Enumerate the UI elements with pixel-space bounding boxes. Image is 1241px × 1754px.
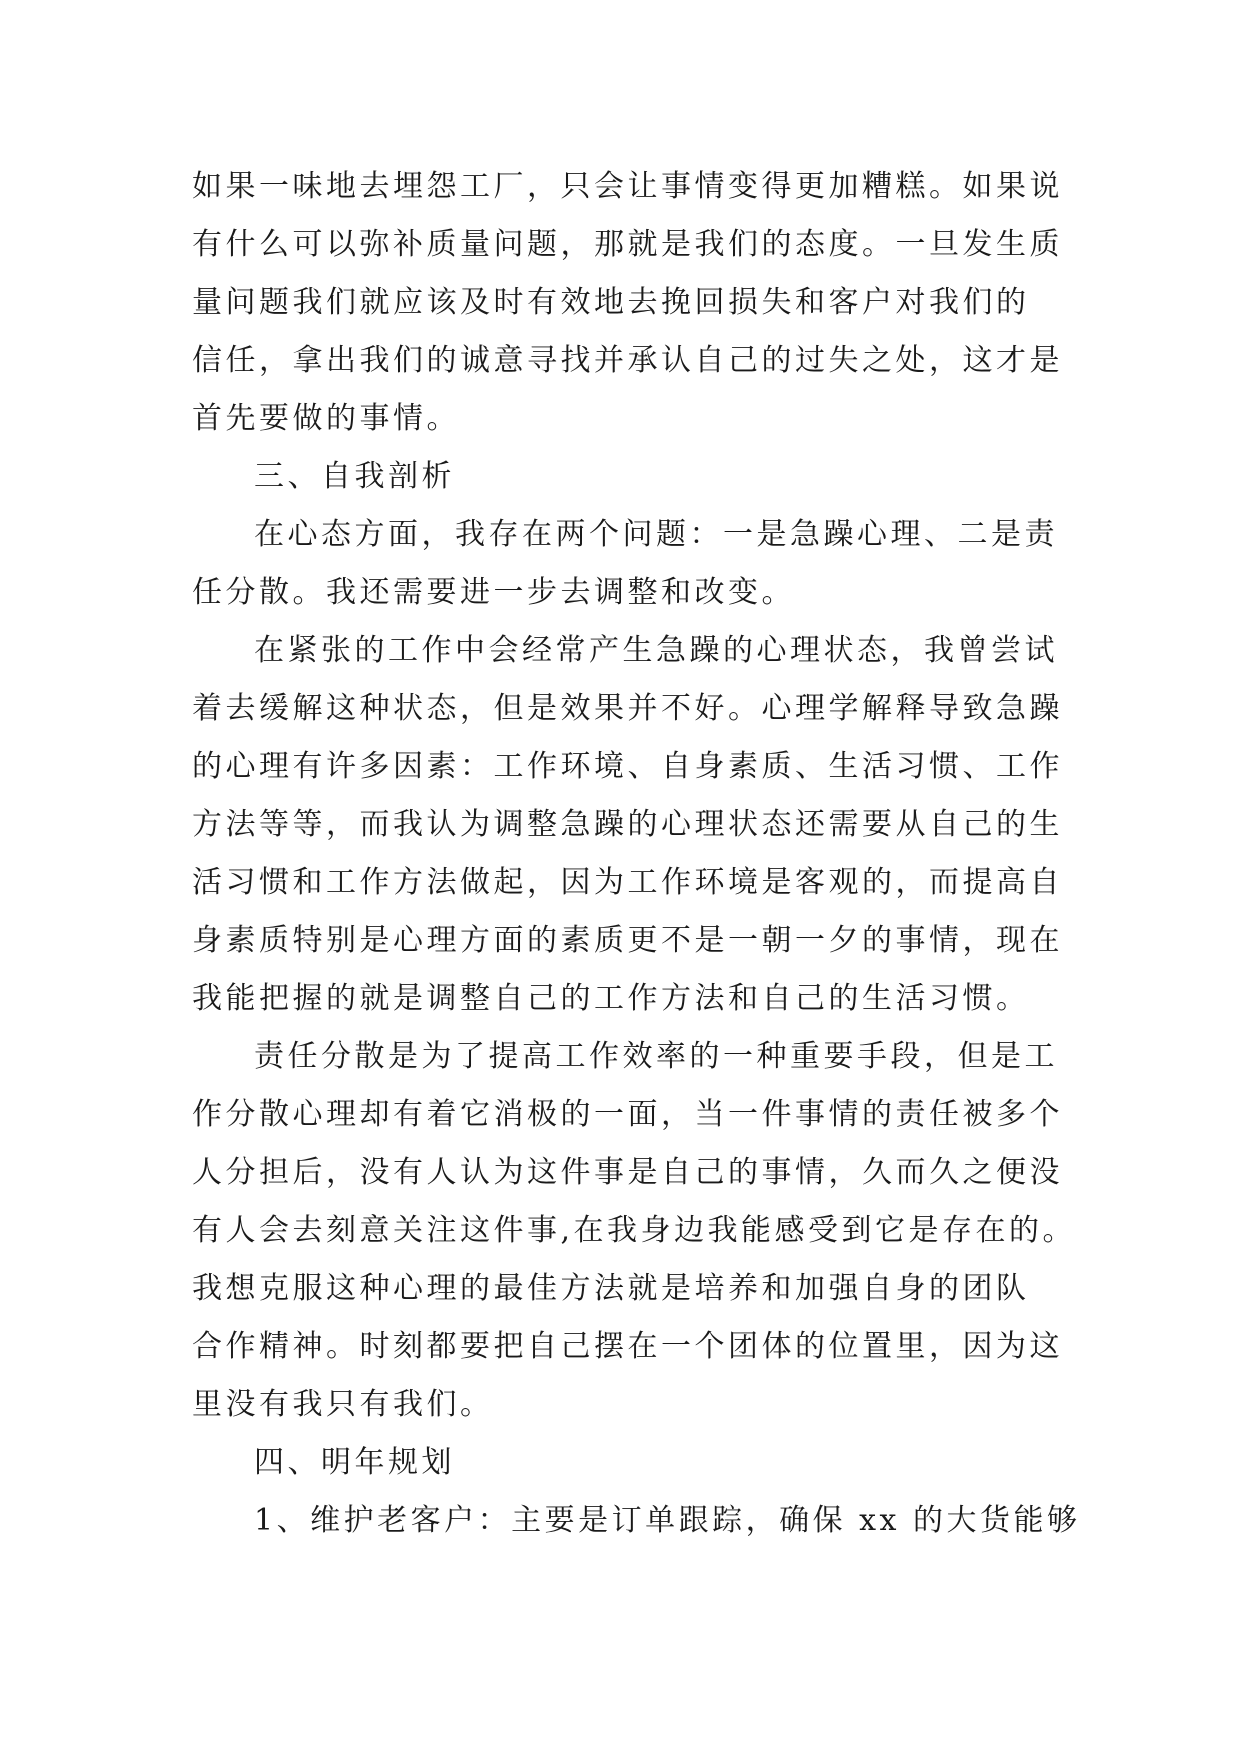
paragraph-first-line: 在心态方面，我存在两个问题：一是急躁心理、二是责 xyxy=(254,517,1058,552)
text-line: 任分散。我还需要进一步去调整和改变。 xyxy=(192,575,795,610)
text-line: 我想克服这种心理的最佳方法就是培养和加强自身的团队 xyxy=(192,1271,1030,1306)
text-line: 方法等等，而我认为调整急躁的心理状态还需要从自己的生 xyxy=(192,807,1063,842)
text-line: 身素质特别是心理方面的素质更不是一朝一夕的事情，现在 xyxy=(192,923,1063,958)
section-heading-3: 三、自我剖析 xyxy=(254,459,455,494)
text-line: 着去缓解这种状态，但是效果并不好。心理学解释导致急躁 xyxy=(192,691,1063,726)
text-line: 作分散心理却有着它消极的一面，当一件事情的责任被多个 xyxy=(192,1097,1063,1132)
text-line: 首先要做的事情。 xyxy=(192,401,460,436)
text-line: 有什么可以弥补质量问题，那就是我们的态度。一旦发生质 xyxy=(192,227,1063,262)
text-line: 合作精神。时刻都要把自己摆在一个团体的位置里，因为这 xyxy=(192,1329,1063,1364)
document-body xyxy=(192,158,1081,1550)
text-line: 信任，拿出我们的诚意寻找并承认自己的过失之处，这才是 xyxy=(192,343,1063,378)
text-line: 人分担后，没有人认为这件事是自己的事情，久而久之便没 xyxy=(192,1155,1063,1190)
text-line: 如果一味地去埋怨工厂，只会让事情变得更加糟糕。如果说 xyxy=(192,169,1063,204)
text-line: 里没有我只有我们。 xyxy=(192,1387,494,1422)
text-line: 有人会去刻意关注这件事,在我身边我能感受到它是存在的。 xyxy=(192,1213,1077,1248)
paragraph-first-line: 在紧张的工作中会经常产生急躁的心理状态，我曾尝试 xyxy=(254,633,1058,668)
text-line: 我能把握的就是调整自己的工作方法和自己的生活习惯。 xyxy=(192,981,1030,1016)
text-line: 活习惯和工作方法做起，因为工作环境是客观的，而提高自 xyxy=(192,865,1063,900)
text-line: 量问题我们就应该及时有效地去挽回损失和客户对我们的 xyxy=(192,285,1030,320)
paragraph-first-line: 责任分散是为了提高工作效率的一种重要手段，但是工 xyxy=(254,1039,1058,1074)
list-item-1: 1、维护老客户：主要是订单跟踪，确保 xx 的大货能够 xyxy=(254,1503,1081,1538)
section-heading-4: 四、明年规划 xyxy=(254,1445,455,1480)
text-line: 的心理有许多因素：工作环境、自身素质、生活习惯、工作 xyxy=(192,749,1063,784)
